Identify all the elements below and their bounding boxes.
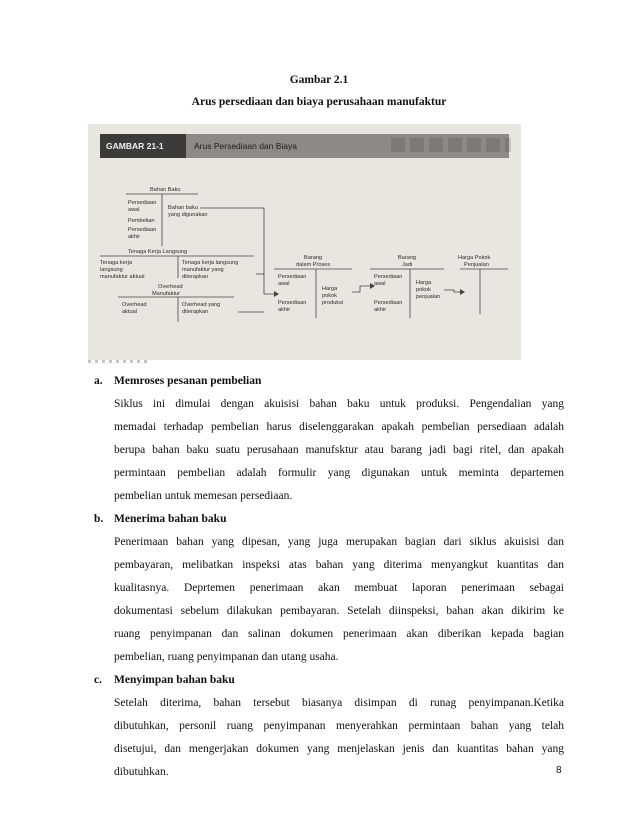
fig-label-bj-harga-3: penjualan xyxy=(416,294,441,300)
fig-label-bj-awal-1: Persediaan xyxy=(374,274,403,280)
fig-label-bp-awal-2: awal xyxy=(278,281,290,287)
fig-label-bp-awal-1: Persediaan xyxy=(278,274,307,280)
fig-label-bp-akhir-1: Persediaan xyxy=(278,300,307,306)
fig-label-bb-digunakan-2: yang digunakan xyxy=(168,212,208,218)
section-b-letter: b. xyxy=(94,513,104,525)
fig-label-tk-aktual-3: manufaktur aktual xyxy=(100,274,145,280)
flow-jadi-to-hpp xyxy=(444,290,460,292)
arrowhead-hpp xyxy=(460,289,465,295)
fig-label-oh-diterapkan-2: diterapkan xyxy=(182,309,209,315)
figure-caption-title: Arus persediaan dan biaya perusahaan manufaktur xyxy=(191,96,447,108)
fig-label-barang-proses-1: Barang xyxy=(304,255,323,261)
section-b-line: Penerimaan bahan yang dipesan, yang juga merupakan bagian dari siklus akuisisi dan xyxy=(114,536,564,548)
section-b-title: Menerima bahan baku xyxy=(114,513,227,525)
fig-label-hpp-produksi-3: produksi xyxy=(322,300,344,306)
section-c-letter: c. xyxy=(94,674,102,686)
fig-label-oh-aktual-1: Overhead xyxy=(122,302,147,308)
section-b-line: pembelian, ruang penyimpanan dan utang usaha. xyxy=(114,651,339,663)
section-a-line: pembelian untuk memesan persediaan. xyxy=(114,490,293,502)
flow-diagram xyxy=(88,124,521,360)
section-b-heading xyxy=(94,513,226,525)
fig-label-bj-harga-2: pokok xyxy=(416,287,431,293)
fig-label-bj-akhir-2: akhir xyxy=(374,307,387,313)
fig-label-hpp-box-1: Harga Pokok xyxy=(458,255,491,261)
section-b-line: pembayaran, melibatkan inspeksi atas bahan yang diterima menyangkut kuantitas dan xyxy=(114,559,564,571)
section-c-title: Menyimpan bahan baku xyxy=(114,674,235,686)
fig-label-tenaga-kerja: Tenaga Kerja Langsung xyxy=(128,249,188,255)
fig-label-persediaan-akhir-1: Persediaan xyxy=(128,227,157,233)
fig-label-persediaan-awal-1: Persediaan xyxy=(128,200,157,206)
figure-header-title: Arus Persediaan dan Biaya xyxy=(194,141,298,151)
section-a-title: Memroses pesanan pembelian xyxy=(114,375,262,387)
flow-proses-to-jadi xyxy=(352,286,370,292)
fig-label-persediaan-awal-2: awal xyxy=(128,207,140,213)
fig-label-barang-jadi-1: Barang xyxy=(398,255,417,261)
section-a-line: berupa bahan baku suatu perusahaan manufsktur atau barang jadi bagi ritel, dan apakah xyxy=(114,444,564,456)
fig-label-oh-diterapkan-1: Overhead yang xyxy=(182,302,221,308)
fig-label-oh-aktual-2: aktual xyxy=(122,309,137,315)
fig-label-hpp-produksi-1: Harga xyxy=(322,286,338,292)
fig-label-bb-digunakan-1: Bahan baku xyxy=(168,205,198,211)
section-b-line: kualitasnya. Deprtemen penerimaan akan membuat laporan penerimaan sebagai xyxy=(114,582,564,594)
fig-label-bj-awal-2: awal xyxy=(374,281,386,287)
scanned-figure xyxy=(88,124,521,360)
section-a-line: permintaan pembelian adalah formulir yang digunakan untuk meminta departemen xyxy=(114,467,564,479)
flow-bahan-baku-to-proses xyxy=(200,208,274,294)
fig-label-bj-harga-1: Harga xyxy=(416,280,432,286)
section-a-line: Siklus ini dimulai dengan akuisisi bahan baku untuk produksi. Pengendalian yang xyxy=(114,398,564,410)
figure-caption-number: Gambar 2.1 xyxy=(289,74,349,86)
fig-label-barang-proses-2: dalam Proses xyxy=(296,262,331,268)
scan-residue xyxy=(88,360,148,363)
fig-label-hpp-produksi-2: pokok xyxy=(322,293,337,299)
section-a-line: memadai terhadap pembelian harus diselenggarakan apakah pembelian persediaan adalah xyxy=(114,421,564,433)
fig-label-bj-akhir-1: Persediaan xyxy=(374,300,403,306)
section-a-letter: a. xyxy=(94,375,103,387)
fig-label-persediaan-akhir-2: akhir xyxy=(128,234,141,240)
section-a-heading xyxy=(94,375,261,387)
fig-label-bahan-baku: Bahan Baku xyxy=(150,187,181,193)
fig-label-bp-akhir-2: akhir xyxy=(278,307,291,313)
fig-label-barang-jadi-2: Jadi xyxy=(402,262,413,268)
section-b-line: dokumentasi sebelum dilakukan pembayaran. Setelah diinspeksi, bahan akan dikirim ke xyxy=(114,605,564,617)
section-c-line: dibutuhkan, personil ruang penyimpanan menyerahkan permintaan bahan yang telah xyxy=(114,720,564,732)
figure-header-label: GAMBAR 21-1 xyxy=(100,134,186,158)
fig-label-overhead-1: Overhead xyxy=(158,284,183,290)
section-c-heading xyxy=(94,674,235,686)
section-c-line: dibutuhkan. xyxy=(114,766,169,778)
arrowhead-proses xyxy=(274,291,279,297)
section-c-line: disetujui, dan mengerjakan dokumen yang menjelaskan jenis dan kuantitas bahan yang xyxy=(114,743,564,755)
fig-label-tk-aktual-2: langsung xyxy=(100,267,123,273)
fig-label-tk-diterapkan-2: manufaktur yang xyxy=(182,267,224,273)
fig-label-tk-aktual-1: Tenaga kerja xyxy=(100,260,133,266)
fig-label-tk-diterapkan-3: diterapkan xyxy=(182,274,209,280)
fig-label-overhead-2: Manufaktur xyxy=(152,291,180,297)
page-number: 8 xyxy=(556,765,562,776)
fig-label-pembelian: Pembelian xyxy=(128,218,155,224)
section-c-line: Setelah diterima, bahan tersebut biasanya disimpan di runag penyimpanan.Ketika xyxy=(114,697,564,709)
fig-label-tk-diterapkan-1: Tenaga kerja langsung xyxy=(182,260,239,266)
section-b-line: ruang penyimpanan dan salinan dokumen penerimaan akan diberikan kepada bagian xyxy=(114,628,564,640)
fig-label-hpp-box-2: Penjualan xyxy=(464,262,489,268)
